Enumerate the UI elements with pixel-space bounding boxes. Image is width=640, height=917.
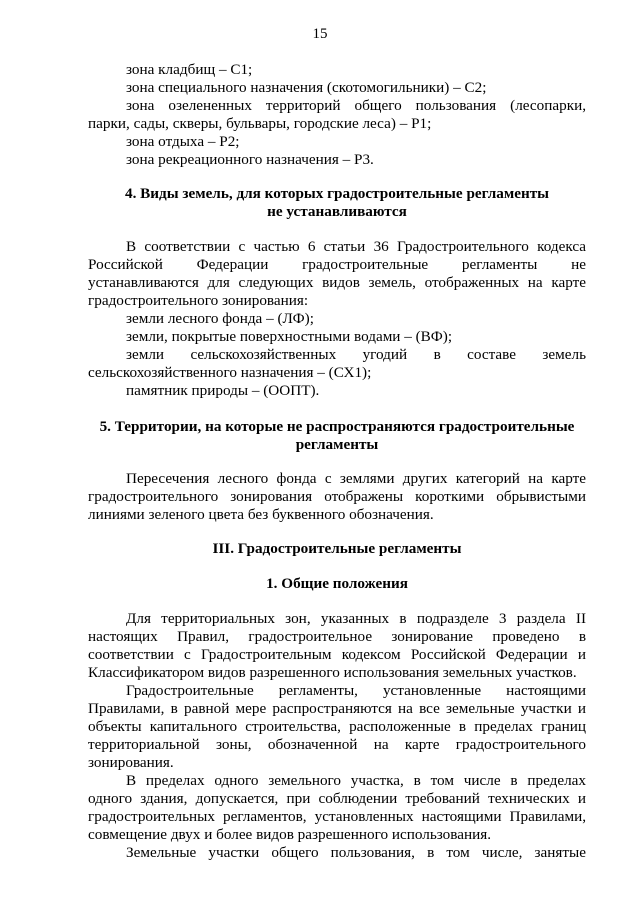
heading-line: 5. Территории, на которые не распространяются градостроительные [99, 418, 575, 435]
page-number: 15 [312, 26, 328, 42]
text-line: зонирования. [88, 754, 174, 771]
text-line: Для территориальных зон, указанных в подразделе 3 раздела II [126, 610, 586, 627]
text-line: Градостроительные регламенты, установленные настоящими [126, 682, 586, 699]
text-line: устанавливаются для следующих видов земель, отображенных на карте [88, 274, 586, 291]
text-line: Пересечения лесного фонда с землями других категорий на карте [126, 470, 586, 487]
text-line: соответствии с Градостроительным кодексом Российской Федерации и [88, 646, 586, 663]
list-item: зона специального назначения (скотомогильники) – С2; [126, 79, 487, 96]
section-4-body [88, 238, 586, 400]
text-line: Российской Федерации градостроительные регламенты не [88, 256, 586, 273]
heading-line: регламенты [295, 436, 379, 453]
text-line: объекты капитального строительства, расположенные в пределах границ [88, 718, 586, 735]
heading-line: 4. Виды земель, для которых градостроительные регламенты [124, 185, 550, 202]
list-item: земли, покрытые поверхностными водами – (ВФ); [126, 328, 453, 345]
text-line: В пределах одного земельного участка, в том числе в пределах [126, 772, 586, 789]
text-line: градостроительных регламентов, установленных настоящими Правилами, [88, 808, 586, 825]
section-5-body [88, 470, 586, 524]
section-4-heading [88, 185, 586, 221]
text-line: Правилами, в равной мере распространяются на все земельные участки и [88, 700, 586, 717]
text-line: градостроительного зонирования отображены короткими обрывистыми [88, 488, 586, 505]
list-item: зона кладбищ – С1; [126, 61, 253, 78]
list-item: парки, сады, скверы, бульвары, городские леса) – Р1; [88, 115, 432, 132]
list-item: земли сельскохозяйственных угодий в составе земель [126, 346, 586, 363]
text-line: одного здания, допускается, при соблюдении требований технических и [88, 790, 586, 807]
text-line: Земельные участки общего пользования, в том числе, занятые [126, 844, 586, 861]
list-item: зона озелененных территорий общего пользования (лесопарки, [126, 97, 586, 114]
part-3-body [88, 610, 586, 862]
list-item: памятник природы – (ООПТ). [126, 382, 320, 399]
part-3-subheading: 1. Общие положения [266, 575, 408, 592]
list-item: зона рекреационного назначения – Р3. [126, 151, 374, 168]
list-item: земли лесного фонда – (ЛФ); [126, 310, 314, 327]
text-line: совмещение двух и более видов разрешенного использования. [88, 826, 492, 843]
text-line: настоящих Правил, градостроительное зонирование проведено в [88, 628, 586, 645]
section-5-heading [88, 418, 586, 454]
list-item: зона отдыха – Р2; [126, 133, 240, 150]
text-line: территориальной зоны, обозначенной на карте градостроительного [88, 736, 586, 753]
zones-list [88, 61, 586, 169]
part-3-heading: III. Градостроительные регламенты [212, 540, 462, 557]
list-item: сельскохозяйственного назначения – (СХ1); [88, 364, 372, 381]
text-line: Классификатором видов разрешенного использования земельных участков. [88, 664, 577, 681]
heading-line: не устанавливаются [267, 203, 407, 220]
text-line: градостроительного зонирования: [88, 292, 309, 309]
text-line: В соответствии с частью 6 статьи 36 Градостроительного кодекса [126, 238, 586, 255]
text-line: линиями зеленого цвета без буквенного обозначения. [88, 506, 434, 523]
